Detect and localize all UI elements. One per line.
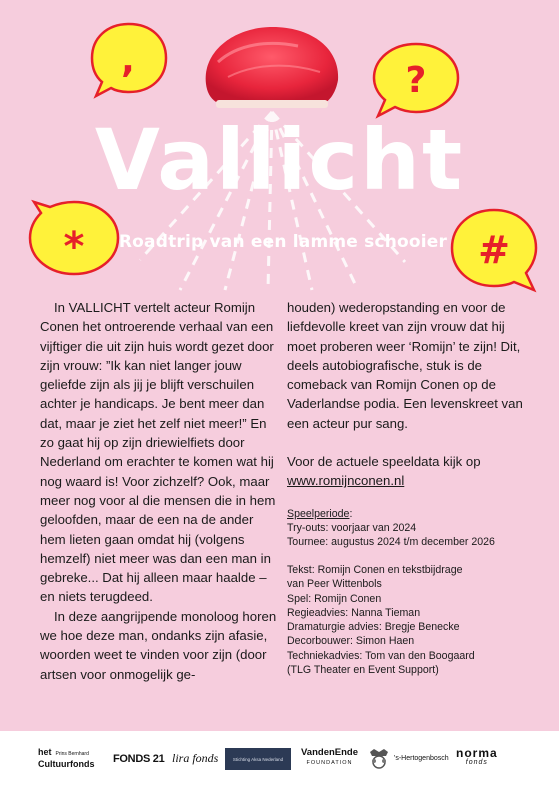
tour-line: Tournee: augustus 2024 t/m december 2026 — [287, 536, 495, 549]
vandenende-logo-name: VandenEnde — [301, 747, 359, 758]
credit-line: Regieadvies: Nanna Tieman — [287, 606, 421, 619]
play-period-block — [287, 507, 527, 550]
hertogenbosch-logo-text: 's-Hertogenbosch — [394, 754, 449, 762]
hair-illustration — [198, 22, 348, 112]
credit-line: Dramaturgie advies: Bregje Benecke — [287, 621, 460, 634]
website-link[interactable]: www.romijnconen.nl — [287, 473, 405, 489]
speech-bubble-asterisk — [20, 198, 124, 282]
credit-line: Tekst: Romijn Conen en tekstbijdrage — [287, 564, 463, 577]
credit-line: Techniekadvies: Tom van den Boogaard — [287, 649, 475, 662]
fonds21-logo: FONDS 21 — [113, 753, 165, 765]
right-text-column — [287, 298, 527, 677]
credit-line: Spel: Romijn Conen — [287, 592, 382, 605]
speech-bubble-question — [368, 40, 464, 120]
credit-line: (TLG Theater en Event Support) — [287, 663, 439, 676]
norma-logo-sub: fonds — [465, 759, 488, 766]
cultuurfonds-logo-top: het — [38, 747, 52, 757]
credit-line: Decorbouwer: Simon Haen — [287, 635, 415, 648]
cultuurfonds-logo — [38, 747, 95, 769]
sponsor-footer — [0, 731, 559, 794]
cultuurfonds-logo-small: Prins Bernhard — [55, 751, 89, 757]
norma-logo-name: norma — [456, 746, 498, 760]
cultuurfonds-logo-bottom: Cultuurfonds — [38, 759, 95, 769]
speech-bubble-comma — [88, 20, 170, 100]
bubble-symbol-question: ? — [405, 60, 427, 101]
bubble-symbol-comma: , — [121, 40, 135, 81]
play-period-colon: : — [349, 507, 353, 520]
left-paragraph-1: In VALLICHT vertelt acteur Romijn Conen het ontroerende verhaal van een vijftiger die uit zijn huis wordt gezet door zijn vrouw: ”Ik kan niet langer jouw geliefde zijn als jij je blijft verschuilen achter je handicaps. Je bent meer dan dat, maar je ziet het zelf niet meer!” En zo gaat hij op zijn driewielfiets door Nederland om erachter te komen wat hij nog waard is! Voor zichzelf? Ook, maar meer nog voor al die mensen die in hem geloofden, maar de een na de ander hem lieten gaan omdat hij (volgens hemzelf) niet meer was dan een man in gebreke... Dat hij alleen maar haalde – en niets terugdeed. — [40, 300, 276, 605]
left-paragraph-2: In deze aangrijpende monoloog horen we hoe deze man, ondanks zijn afasie, woorden weet te vinden voor zijn (door artsen voor onmogelijk ge- — [40, 608, 277, 682]
hertogenbosch-logo — [367, 746, 449, 770]
crest-icon — [367, 746, 391, 770]
tryouts-line: Try-outs: voorjaar van 2024 — [287, 521, 417, 534]
right-paragraph-1: houden) wederopstanding en voor de liefdevolle kreet van zijn vrouw dat hij moet proberen weer ‘Romijn’ te zijn! Dit, deels autobiografische, stuk is de comeback van Romijn Conen op de Vaderlandse podia. Een levenskreet van een acteur pur sang. — [287, 300, 523, 431]
norma-fonds-logo — [456, 748, 498, 768]
vandenende-logo — [301, 748, 358, 768]
left-text-column — [40, 298, 278, 684]
bubble-symbol-hash: # — [478, 228, 510, 272]
speech-bubble-hash — [448, 206, 542, 296]
poster-subtitle: Roadtrip van een lamme schooier — [118, 232, 448, 252]
lira-fonds-logo: lira fonds — [172, 751, 219, 765]
right-paragraph-2: Voor de actuele speeldata kijk op — [287, 454, 481, 470]
play-period-label: Speelperiode — [287, 507, 350, 520]
credit-line: van Peer Wittenbols — [287, 578, 382, 591]
vandenende-logo-sub: FOUNDATION — [306, 760, 353, 766]
aksa-logo — [225, 748, 291, 770]
bubble-symbol-asterisk: * — [63, 224, 85, 270]
poster-title: Vallicht — [94, 111, 465, 209]
credits-block — [287, 563, 527, 677]
aksa-logo-text: Stichting Aksa Nederland — [232, 756, 284, 762]
